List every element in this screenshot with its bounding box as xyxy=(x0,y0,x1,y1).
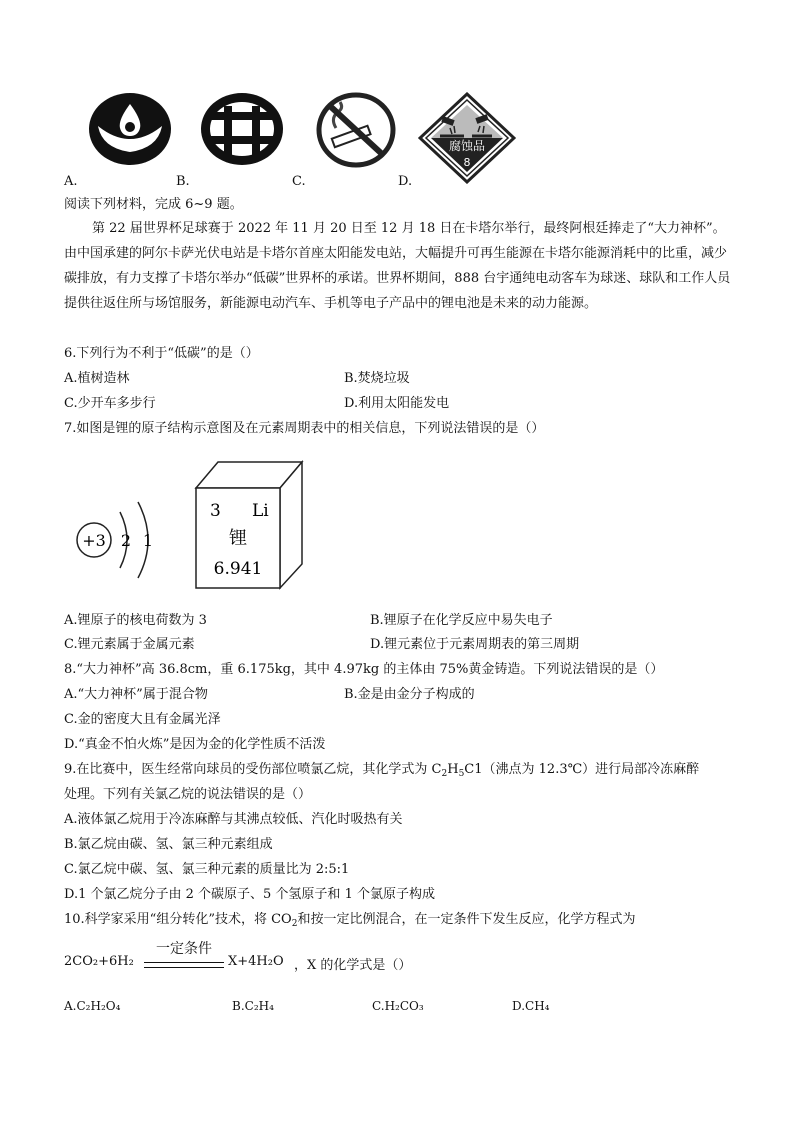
q7-stem: 7.如图是锂的原子结构示意图及在元素周期表中的相关信息，下列说法错误的是（） xyxy=(64,421,545,436)
element-name: 锂 xyxy=(229,528,247,549)
q6-option-b: B.焚烧垃圾 xyxy=(344,371,410,386)
q9-stem-line2: 处理。下列有关氯乙烷的说法错误的是（） xyxy=(64,787,312,802)
equation-condition: 一定条件 xyxy=(156,941,212,957)
q9-option-d: D.1 个氯乙烷分子由 2 个碳原子、5 个氢原子和 1 个氯原子构成 xyxy=(64,887,435,902)
q7-option-a: A.锂原子的核电荷数为 3 xyxy=(64,613,207,628)
lithium-atom-structure-diagram xyxy=(72,490,172,590)
q6-option-c: C.少开车多步行 xyxy=(64,396,156,411)
shell-2-electrons: 1 xyxy=(142,531,154,550)
option-b-label: B. xyxy=(176,174,190,189)
atomic-number: 3 xyxy=(210,501,221,521)
option-d-label: D. xyxy=(398,174,413,189)
q7-option-c: C.锂元素属于金属元素 xyxy=(64,637,195,652)
option-c-label: C. xyxy=(292,174,306,189)
corrosive-sign-text: 腐蚀品 xyxy=(448,139,486,153)
option-a-label: A. xyxy=(64,174,78,189)
q9-option-b: B.氯乙烷由碳、氢、氯三种元素组成 xyxy=(64,837,273,852)
shell-1-electrons: 2 xyxy=(120,531,132,550)
corrosive-sign-number: 8 xyxy=(463,156,471,169)
q9-option-a: A.液体氯乙烷用于冷冻麻醉与其沸点较低、汽化时吸热有关 xyxy=(64,812,403,827)
q8-option-c: C.金的密度大且有金属光泽 xyxy=(64,712,221,727)
q7-option-d: D.锂元素位于元素周期表的第三周期 xyxy=(370,637,580,652)
q9-stem: 9.在比赛中，医生经常向球员的受伤部位喷氯乙烷，其化学式为 $C_2H_5C1$（沸点为 12.3℃）进行局部冷冻麻醉 xyxy=(64,762,700,779)
q10-option-c: C.H₂CO₃ xyxy=(372,999,424,1013)
q8-option-d: D.“真金不怕火炼”是因为金的化学性质不活泼 xyxy=(64,737,326,752)
equation-tail: ，X 的化学式是（） xyxy=(294,958,412,973)
reading-intro: 阅读下列材料，完成 6~9 题。 xyxy=(64,197,243,212)
water-saving-symbol-icon xyxy=(200,92,284,166)
q10-option-a: A.C₂H₂O₄ xyxy=(64,999,121,1013)
corrosive-hazard-sign-icon xyxy=(418,92,516,184)
q6-option-d: D.利用太阳能发电 xyxy=(344,396,450,411)
q6-stem: 6.下列行为不利于“低碳”的是（） xyxy=(64,346,259,361)
atomic-mass: 6.941 xyxy=(213,559,263,579)
q8-option-a: A.“大力神杯”属于混合物 xyxy=(64,687,208,702)
q8-stem: 8.“大力神杯”高 36.8cm，重 6.175kg，其中 4.97kg 的主体由 75%黄金铸造。下列说法错误的是（） xyxy=(64,662,664,677)
equation-right: X+4H₂O xyxy=(228,954,284,969)
equation-equal-sign xyxy=(144,962,224,968)
q7-option-b: B.锂原子在化学反应中易失电子 xyxy=(370,613,553,628)
q6-option-a: A.植树造林 xyxy=(64,371,130,386)
no-smoking-symbol-icon xyxy=(316,92,396,168)
equation-left: 2CO₂+6H₂ xyxy=(64,954,134,969)
q10-option-d: D.CH₄ xyxy=(512,999,550,1013)
nucleus-charge: +3 xyxy=(82,531,106,550)
reading-passage: 第 22 届世界杯足球赛于 2022 年 11 月 20 日至 12 月 18 日在卡塔尔举行，最终阿根廷捧走了“大力神杯”。由中国承建的阿尔卡萨光伏电站是卡塔尔首座太阳能发电站，大幅提升可再生能源在卡塔尔能源消耗中的比重，减少碳排放，有力支撑了卡塔尔举办“低碳”世界杯的承诺。世界杯期间，888 台宇通纯电动客车为球迷、球队和工作人员提供往返住所与场馆服务，新能源电动汽车、手机等电子产品中的锂电池是未来的动力能源。 xyxy=(64,221,731,311)
q9-option-c: C.氯乙烷中碳、氢、氯三种元素的质量比为 2:5:1 xyxy=(64,862,350,877)
q8-option-b: B.金是由金分子构成的 xyxy=(344,687,475,702)
q10-stem: 10.科学家采用“组分转化”技术，将 $CO_2$和按一定比例混合，在一定条件下发生反应，化学方程式为 xyxy=(64,912,636,929)
element-symbol: Li xyxy=(252,501,269,521)
periodic-table-cell-cube xyxy=(194,460,304,590)
q10-option-b: B.C₂H₄ xyxy=(232,999,274,1013)
water-drop-symbol-icon xyxy=(88,92,172,166)
